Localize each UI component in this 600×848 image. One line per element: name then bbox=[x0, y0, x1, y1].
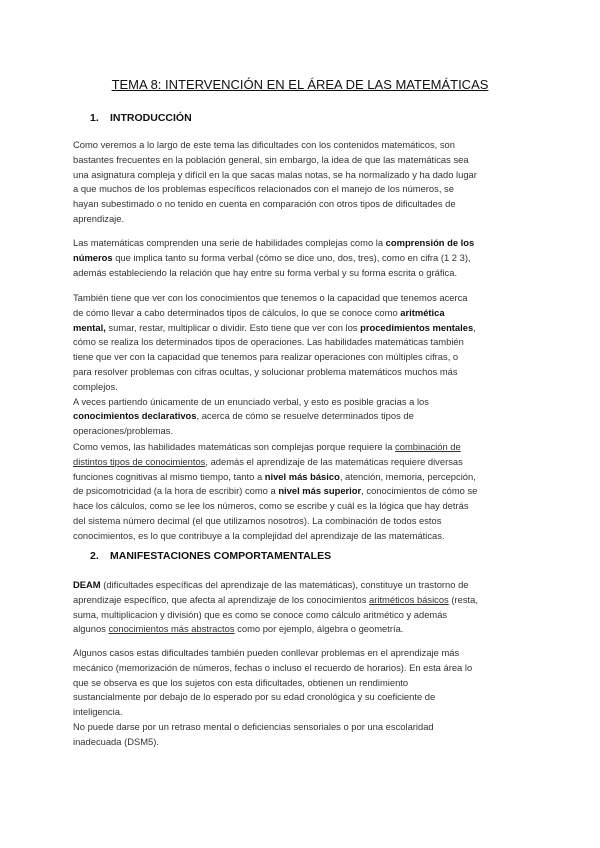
bold-term: números bbox=[73, 251, 113, 263]
text-line bbox=[73, 321, 528, 336]
text-line: bastantes frecuentes en la población general, sin embargo, la idea de que las matemáticas sea bbox=[73, 153, 469, 165]
text-run: , conocimientos de cómo se bbox=[361, 485, 478, 497]
text-line: conocimientos, es lo que contribuye a la complejidad del aprendizaje de las matemáticas. bbox=[73, 529, 445, 541]
text-line: hace los cálculos, como se lee los números, como se escribe y cuál es la lógica que hay detrás bbox=[73, 500, 469, 512]
text-line: a que muchos de los problemas específicos relacionados con el manejo de los números, se bbox=[73, 183, 454, 195]
text-line bbox=[73, 470, 528, 485]
text-line: A veces partiendo únicamente de un enunciado verbal, y esto es posible gracias a los bbox=[73, 395, 429, 407]
text-line bbox=[73, 409, 528, 424]
text-run: Las matemáticas comprenden una serie de habilidades complejas como la bbox=[73, 237, 386, 248]
bold-term: nivel más superior bbox=[278, 485, 362, 497]
text-run: de cómo llevar a cabo determinados tipos de cálculos, lo que se conoce como bbox=[73, 306, 401, 318]
underlined-term: aritméticos básicos bbox=[369, 593, 449, 605]
section-title: MANIFESTACIONES COMPORTAMENTALES bbox=[110, 550, 332, 562]
text-line bbox=[73, 593, 528, 608]
text-line: inadecuada (DSM5). bbox=[73, 735, 159, 747]
bold-term: DEAM bbox=[73, 579, 101, 590]
bold-term: nivel más básico bbox=[264, 470, 340, 482]
text-line: una asignatura compleja y difícil en la que sacas malas notas, se ha normalizado y ha dado lugar bbox=[73, 168, 477, 180]
text-line: hayan subestimado o no tenido en cuenta en comparación con otros tipos de dificultades de bbox=[73, 198, 456, 210]
page-title: TEMA 8: INTERVENCIÓN EN EL ÁREA DE LAS MATEMÁTICAS bbox=[111, 77, 489, 92]
text-line bbox=[73, 455, 528, 470]
text-run: sumar, restar, multiplicar o dividir. Esto tiene que ver con los bbox=[105, 321, 361, 333]
text-run: como por ejemplo, álgebra o geometría. bbox=[234, 623, 404, 635]
paragraph-habilidades bbox=[73, 236, 528, 280]
text-run: funciones cognitivas al mismo tiempo, tanto a bbox=[73, 470, 265, 482]
text-line bbox=[73, 251, 528, 266]
section-number: 2. bbox=[90, 550, 99, 562]
text-line: que se observa es que los sujetos con esta dificultades, obtienen un rendimiento bbox=[73, 676, 409, 688]
text-run: aprendizaje específico, que afecta al aprendizaje de los conocimientos bbox=[73, 593, 370, 605]
paragraph-complejidad bbox=[73, 440, 528, 544]
text-run: , atención, memoria, percepción, bbox=[339, 470, 476, 482]
text-run: Como vemos, las habilidades matemáticas son complejas porque requiere la bbox=[73, 441, 396, 452]
underlined-term: combinación de bbox=[395, 441, 461, 452]
text-line: para resolver problemas con cifras ocultas, y solucionar problema matemáticos muchos más bbox=[73, 365, 458, 377]
text-run: , acerca de cómo se resuelve determinados tipos de bbox=[196, 410, 414, 422]
text-line: Algunos casos estas dificultades también pueden conllevar problemas en el aprendizaje más bbox=[73, 647, 460, 658]
bold-term: procedimientos mentales bbox=[360, 321, 474, 333]
text-line: sustancialmente por debajo de lo esperado por su edad cronológica y su coeficiente de bbox=[73, 691, 436, 703]
text-line: operaciones/problemas. bbox=[73, 425, 174, 437]
text-run: que implica tanto su forma verbal (cómo se dice uno, dos, tres), como en cifra (1 2 3), bbox=[112, 251, 471, 263]
bold-term: comprensión de los bbox=[385, 237, 475, 248]
underlined-term: conocimientos más abstractos bbox=[108, 623, 235, 635]
text-line bbox=[73, 622, 528, 637]
paragraph-casos bbox=[73, 646, 528, 750]
text-run: (dificultades específicas del aprendizaje de las matemáticas), constituye un trastorno de bbox=[100, 579, 469, 590]
bold-term: mental, bbox=[73, 321, 106, 333]
bold-term: aritmética bbox=[400, 306, 445, 318]
text-line: No puede darse por un retraso mental o deficiencias sensoriales o por una escolaridad bbox=[73, 720, 434, 732]
text-run: (resta, bbox=[448, 593, 478, 605]
text-line: Como veremos a lo largo de este tema las dificultades con los contenidos matemáticos, son bbox=[73, 139, 455, 150]
text-line bbox=[73, 306, 528, 321]
section-heading-manifestaciones bbox=[90, 550, 331, 562]
paragraph-calculos bbox=[73, 291, 528, 439]
text-line: mecánico (memorización de números, fechas o incluso el recuerdo de horarios). En esta área lo bbox=[73, 661, 473, 673]
text-line: inteligencia. bbox=[73, 706, 123, 718]
text-line: También tiene que ver con los conocimientos que tenemos o la capacidad que tenemos acerca bbox=[73, 292, 468, 303]
text-line: aprendizaje. bbox=[73, 212, 125, 224]
text-line bbox=[73, 440, 528, 455]
text-run: de psicomotricidad (a la hora de escribir) como a bbox=[73, 485, 279, 497]
section-heading-introduccion bbox=[90, 112, 192, 124]
text-run: , bbox=[473, 321, 476, 333]
text-line: complejos. bbox=[73, 380, 118, 392]
section-title: INTRODUCCIÓN bbox=[110, 112, 192, 124]
text-line bbox=[73, 578, 528, 593]
text-line: además estableciendo la relación que hay entre su forma verbal y su forma escrita o gráfica. bbox=[73, 266, 458, 278]
text-run: , además el aprendizaje de las matemáticas requiere diversas bbox=[205, 455, 463, 467]
text-line bbox=[73, 236, 528, 251]
bold-term: conocimientos declarativos bbox=[73, 410, 197, 422]
text-line bbox=[73, 484, 528, 499]
paragraph-intro bbox=[73, 138, 528, 227]
paragraph-deam bbox=[73, 578, 528, 637]
text-line: suma, multiplicacion y división) que es como se conoce como cálculo aritmético y además bbox=[73, 608, 448, 620]
underlined-term: distintos tipos de conocimientos bbox=[73, 455, 206, 467]
text-run: algunos bbox=[73, 623, 109, 635]
text-line: del sistema número decimal (el que utilizamos nosotros). La combinación de todos estos bbox=[73, 514, 442, 526]
text-line: tiene que ver con la capacidad que tenemos para realizar operaciones con múltiples cifras, o bbox=[73, 351, 459, 363]
section-number: 1. bbox=[90, 112, 99, 124]
text-line: cómo se realiza los determinados tipos de operaciones. Las habilidades matemáticas también bbox=[73, 336, 464, 348]
